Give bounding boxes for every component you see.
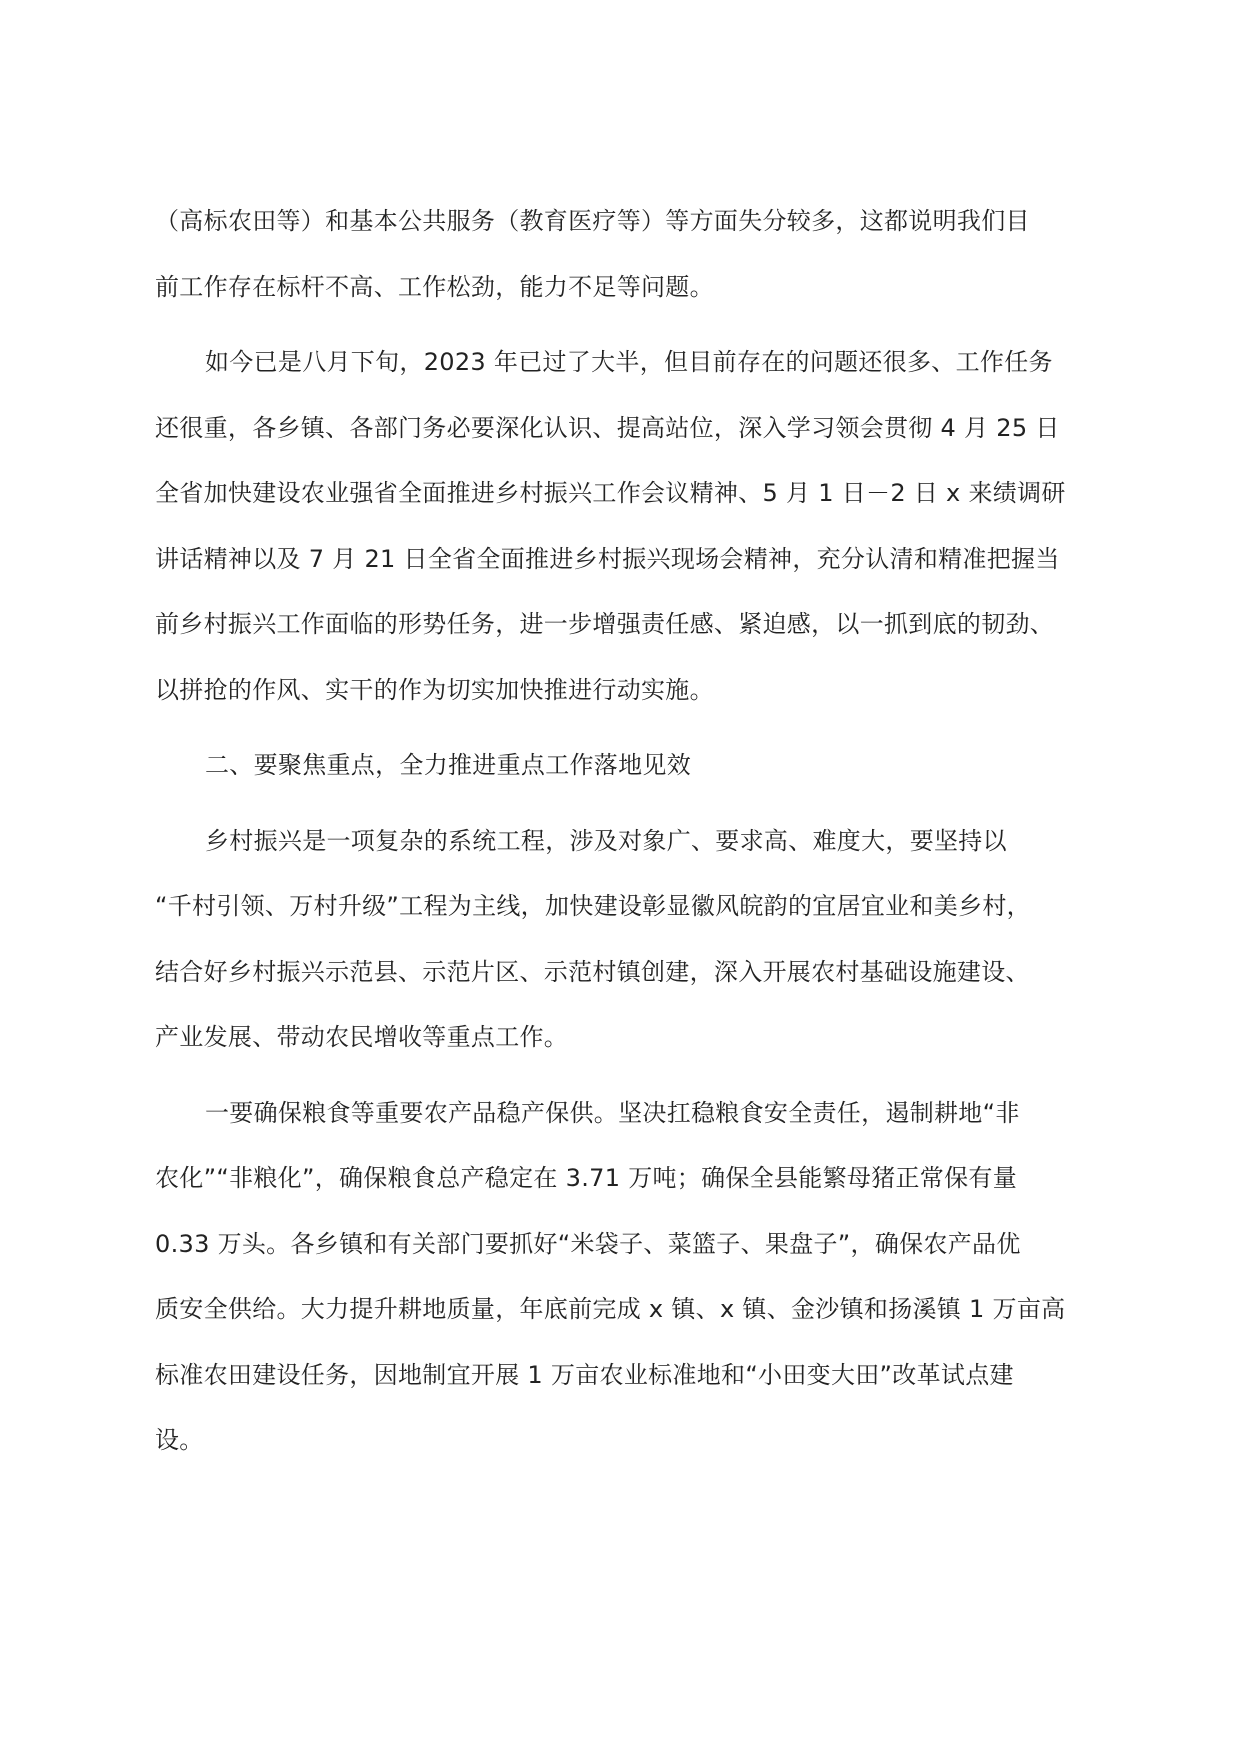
text-line: 标准农田建设任务，因地制宜开展 1 万亩农业标准地和“小田变大田”改革试点建 (155, 1360, 1014, 1389)
text-line: 0.33 万头。各乡镇和有关部门要抓好“米袋子、菜篮子、果盘子”，确保农产品优 (155, 1229, 1021, 1258)
text-line: 还很重，各乡镇、各部门务必要深化认识、提高站位，深入学习领会贯彻 4 月 25 日 (155, 413, 1060, 442)
text-line: 全省加快建设农业强省全面推进乡村振兴工作会议精神、5 月 1 日－2 日 x 来绩调研 (155, 479, 1066, 507)
text-line: 结合好乡村振兴示范县、示范片区、示范村镇创建，深入开展农村基础设施建设、 (155, 957, 1030, 986)
section-heading: 二、要聚焦重点，全力推进重点工作落地见效 (205, 751, 691, 779)
text-line: （高标农田等）和基本公共服务（教育医疗等）等方面失分较多，这都说明我们目 (155, 207, 1030, 235)
text-line: 农化”“非粮化”，确保粮食总产稳定在 3.71 万吨；确保全县能繁母猪正常保有量 (155, 1164, 1017, 1192)
text-line: 一要确保粮食等重要农产品稳产保供。坚决扛稳粮食安全责任，遏制耕地“非 (205, 1098, 1020, 1127)
text-line: 前工作存在标杆不高、工作松劲，能力不足等问题。 (155, 272, 714, 301)
text-line: 如今已是八月下旬，2023 年已过了大半，但目前存在的问题还很多、工作任务 (205, 348, 1053, 376)
text-line: 产业发展、带动农民增收等重点工作。 (155, 1023, 569, 1051)
text-line: 前乡村振兴工作面临的形势任务，进一步增强责任感、紧迫感，以一抓到底的韧劲、 (155, 610, 1055, 638)
text-line: “千村引领、万村升级”工程为主线，加快建设彰显徽风皖韵的宜居宜业和美乡村， (155, 892, 1031, 920)
text-line: 设。 (155, 1426, 204, 1454)
text-line: 乡村振兴是一项复杂的系统工程，涉及对象广、要求高、难度大，要坚持以 (205, 826, 1007, 855)
text-line: 质安全供给。大力提升耕地质量，年底前完成 x 镇、x 镇、金沙镇和扬溪镇 1 万亩高 (155, 1295, 1066, 1323)
text-line: 讲话精神以及 7 月 21 日全省全面推进乡村振兴现场会精神，充分认清和精准把握当 (155, 544, 1060, 573)
body-text (155, 189, 1085, 1474)
text-line: 以拼抢的作风、实干的作为切实加快推进行动实施。 (155, 675, 714, 704)
